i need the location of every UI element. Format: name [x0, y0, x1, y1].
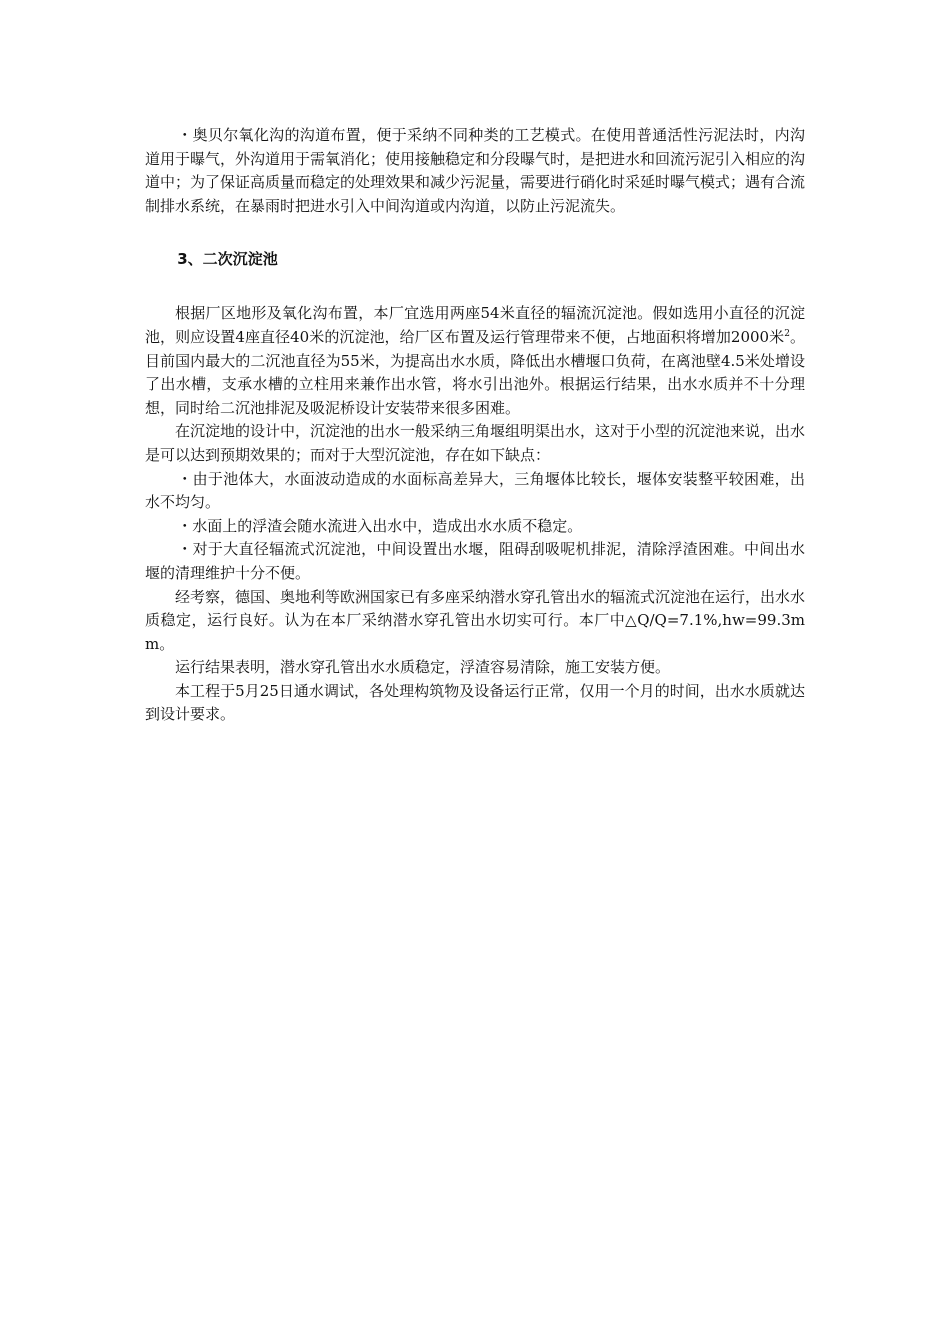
weir-design-paragraph: 在沉淀地的设计中，沉淀池的出水一般采纳三角堰组明渠出水，这对于小型的沉淀池来说，出水是可以达到预期效果的；而对于大型沉淀池，存在如下缺点：: [145, 422, 806, 464]
commissioning-paragraph: 本工程于5月25日通水调试，各处理构筑物及设备运行正常，仅用一个月的时间，出水水质就达到设计要求。: [145, 681, 805, 724]
clarifier-text-part-2: 。目前国内最大的二沉池直径为55米，为提高出水水质，降低出水槽堰口负荷，在离池壁4.5米处增设了出水槽，支承水槽的立柱用来兼作出水管，将水引出池外。根据运行结果，出水水质并不十分理想，同时给二沉池排泥及吸泥桥设计安装带来很多困难。: [145, 327, 805, 417]
results-paragraph: 运行结果表明，潜水穿孔管出水水质稳定，浮渣容易清除，施工安装方便。: [175, 658, 671, 677]
oxidation-ditch-paragraph: ・奥贝尔氧化沟的沟道布置，便于采纳不同种类的工艺模式。在使用普通活性污泥法时，内沟道用于曝气，外沟道用于需氧消化；使用接触稳定和分段曝气时，是把进水和回流污泥引入相应的沟道中；为了保证高质量而稳定的处理效果和减少污泥量，需要进行硝化时采延时曝气模式；遇有合流制排水系统，在暴雨时把进水引入中间沟道或内沟道，以防止污泥流失。: [145, 126, 806, 215]
document-page: [145, 124, 805, 727]
section-heading: 3、二次沉淀池: [177, 250, 278, 269]
drawback-item-2: ・水面上的浮渣会随水流进入出水中，造成出水水质不稳定。: [177, 516, 583, 535]
superscript-two: 2: [784, 328, 790, 339]
drawback-item-1: ・由于池体大，水面波动造成的水面标高差异大，三角堰体比较长，堰体安装整平较困难，出水不均匀。: [145, 469, 805, 512]
investigation-paragraph: 经考察，德国、奥地利等欧洲国家已有多座采纳潜水穿孔管出水的辐流式沉淀池在运行，出水水质稳定，运行良好。认为在本厂采纳潜水穿孔管出水切实可行。本厂中△Q/Q=7.1%,hw=99.3mm。: [145, 587, 806, 653]
drawback-item-3: ・对于大直径辐流式沉淀池，中间设置出水堰，阻碍刮吸呢机排泥，清除浮渣困难。中间出水堰的清理维护十分不便。: [145, 540, 805, 582]
clarifier-design-paragraph: [145, 302, 805, 420]
clarifier-text-part-1: 根据厂区地形及氧化沟布置，本厂宜选用两座54米直径的辐流沉淀池。假如选用小直径的沉淀池，则应设置4座直径40米的沉淀池，给厂区布置及运行管理带来不便，占地面积将增加2000米: [145, 304, 805, 346]
